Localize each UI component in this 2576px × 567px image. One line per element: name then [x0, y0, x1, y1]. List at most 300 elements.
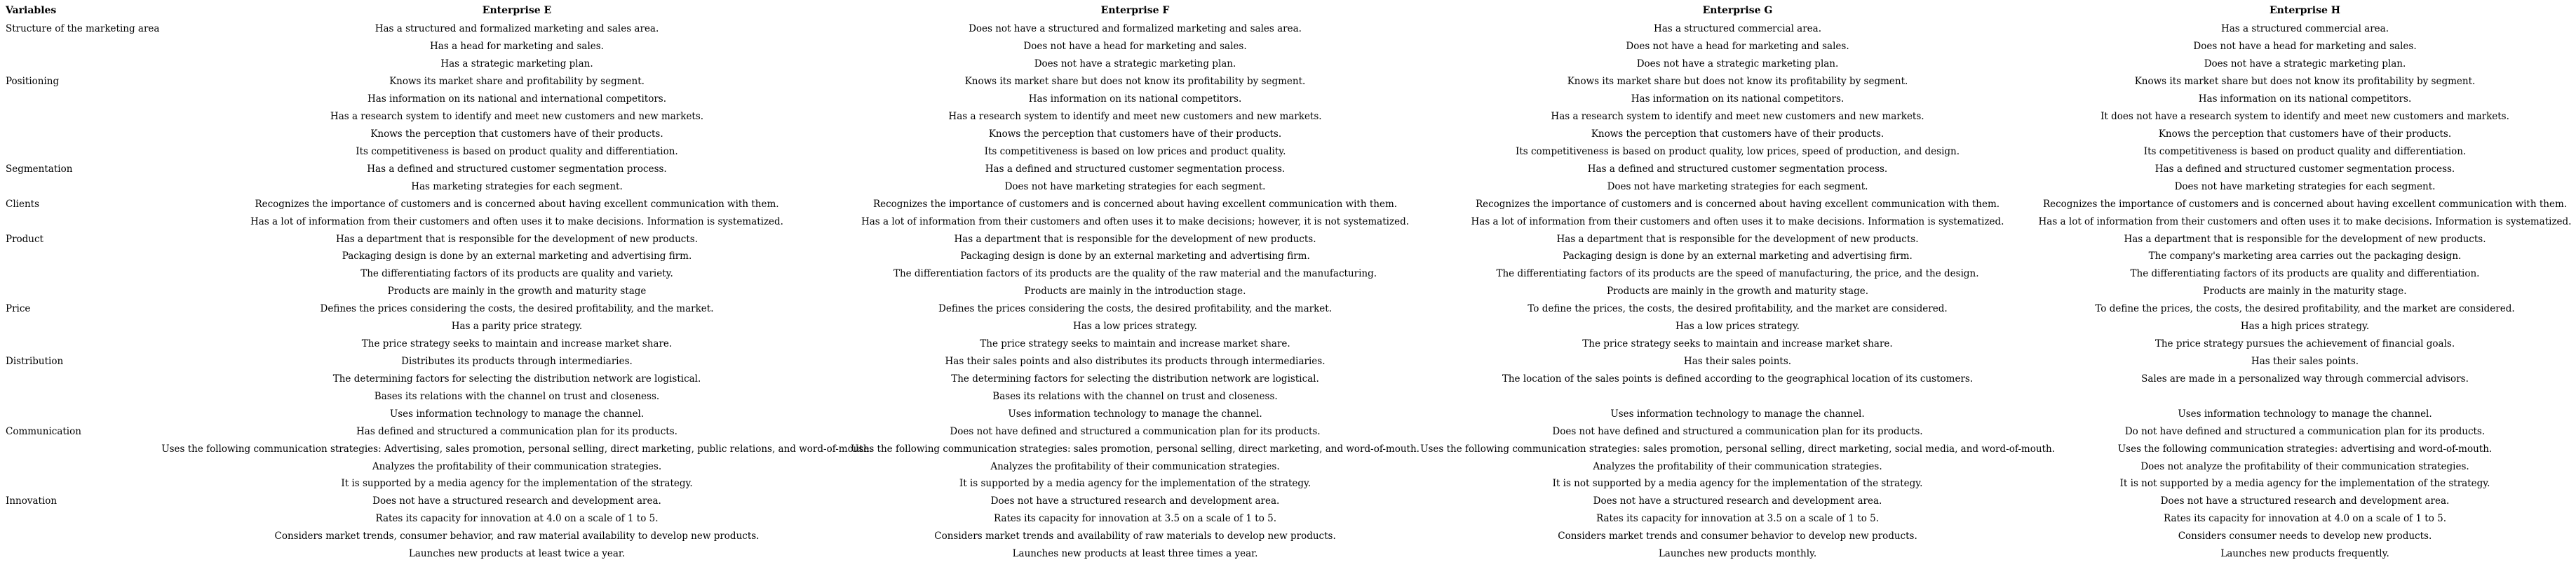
variable-label-cell	[0, 458, 205, 475]
enterprise-f-value-cell	[829, 126, 1441, 143]
enterprise-g-value-cell	[1441, 475, 2034, 493]
enterprise-e-value-cell	[205, 510, 829, 528]
enterprise-f-value: Packaging design is done by an external marketing and advertising firm.	[960, 251, 1310, 262]
header-row	[0, 0, 2576, 20]
enterprise-e-value: The price strategy seeks to maintain and increase market share.	[361, 338, 673, 350]
variable-label: Product	[6, 233, 43, 245]
enterprise-h-value: Does not have a strategic marketing plan.	[2204, 58, 2406, 70]
enterprise-h-value-cell	[2034, 510, 2576, 528]
enterprise-f-value-cell	[829, 370, 1441, 387]
enterprise-h-value-cell	[2034, 405, 2576, 422]
enterprise-h-value: Has a lot of information from their customers and often uses it to make decisions. Information is systematized.	[2038, 215, 2572, 227]
variable-label: Segmentation	[6, 163, 73, 175]
enterprise-e-value: Has a strategic marketing plan.	[440, 58, 593, 70]
enterprise-g-value-cell	[1441, 283, 2034, 300]
enterprise-f-value: Launches new products at least three times a year.	[1012, 548, 1258, 560]
table-row	[0, 370, 2576, 387]
enterprise-e-value-cell	[205, 528, 829, 545]
enterprise-g-value: The differentiating factors of its products are the speed of manufacturing, the price, and the design.	[1496, 268, 1979, 280]
enterprise-e-value-cell	[205, 178, 829, 195]
enterprise-f-value: Its competitiveness is based on low prices and product quality.	[984, 145, 1286, 157]
enterprise-e-value: Defines the prices considering the costs, the desired profitability, and the market.	[320, 303, 714, 315]
enterprise-h-value: The differentiating factors of its products are quality and differentiation.	[2130, 268, 2480, 280]
table-row	[0, 318, 2576, 335]
enterprise-h-value-cell	[2034, 265, 2576, 283]
enterprise-f-value: Knows the perception that customers have of their products.	[988, 128, 1282, 140]
enterprise-e-value-cell	[205, 422, 829, 440]
enterprise-g-value: Packaging design is done by an external marketing and advertising firm.	[1563, 251, 1913, 262]
table-row	[0, 440, 2576, 458]
table-header	[0, 0, 2576, 20]
enterprise-h-value-cell	[2034, 230, 2576, 248]
variable-label-cell	[0, 178, 205, 195]
enterprise-h-value-cell	[2034, 91, 2576, 108]
enterprise-g-value-cell	[1441, 528, 2034, 545]
enterprise-h-value: Knows the perception that customers have of their products.	[2158, 128, 2452, 140]
table-row	[0, 265, 2576, 283]
enterprise-e-value: It is supported by a media agency for the implementation of the strategy.	[341, 478, 693, 490]
enterprise-g-value-cell	[1441, 545, 2034, 563]
table-row	[0, 528, 2576, 545]
variable-label-cell	[0, 20, 205, 38]
enterprise-e-value-cell	[205, 55, 829, 73]
enterprise-h-value: Has a department that is responsible for the development of new products.	[2124, 233, 2486, 245]
variable-label-cell	[0, 387, 205, 405]
enterprise-g-value: The price strategy seeks to maintain and increase market share.	[1582, 338, 1893, 350]
enterprise-e-value: Has a lot of information from their customers and often uses it to make decisions. Information is systematized.	[250, 215, 783, 227]
enterprise-g-value-cell	[1441, 370, 2034, 387]
enterprise-f-value: Defines the prices considering the costs, the desired profitability, and the market.	[938, 303, 1332, 315]
enterprise-e-value-cell	[205, 195, 829, 213]
variable-label-cell	[0, 422, 205, 440]
enterprise-h-value-cell	[2034, 38, 2576, 55]
enterprise-f-value: Has a research system to identify and meet new customers and new markets.	[948, 111, 1322, 123]
table-row	[0, 353, 2576, 371]
variable-label-cell	[0, 510, 205, 528]
enterprise-f-value: Uses information technology to manage the channel.	[1008, 408, 1262, 420]
enterprise-f-value: Has a defined and structured customer segmentation process.	[985, 163, 1286, 175]
enterprise-f-value: Does not have a head for marketing and sales.	[1023, 41, 1247, 53]
enterprise-f-value: Considers market trends and availability of raw materials to develop new products.	[934, 531, 1336, 542]
table-row	[0, 213, 2576, 230]
enterprise-g-value: Does not have marketing strategies for each segment.	[1607, 180, 1868, 192]
enterprise-e-value-cell	[205, 493, 829, 510]
enterprise-h-value-cell	[2034, 213, 2576, 230]
enterprise-h-value: Recognizes the importance of customers and is concerned about having excellent communication with them.	[2042, 198, 2568, 210]
enterprise-f-value-cell	[829, 55, 1441, 73]
enterprise-f-value-cell	[829, 213, 1441, 230]
enterprise-g-value: Knows the perception that customers have of their products.	[1591, 128, 1884, 140]
table-row	[0, 195, 2576, 213]
enterprise-e-value: Has a research system to identify and meet new customers and new markets.	[330, 111, 704, 123]
table-row	[0, 493, 2576, 510]
enterprise-h-value-cell	[2034, 142, 2576, 160]
enterprise-f-value-cell	[829, 248, 1441, 265]
enterprise-e-value-cell	[205, 213, 829, 230]
enterprise-h-value: It is not supported by a media agency for the implementation of the strategy.	[2119, 478, 2490, 490]
enterprise-g-value-cell	[1441, 510, 2034, 528]
table-row	[0, 387, 2576, 405]
column-header-enterprise-h: Enterprise H	[2270, 4, 2340, 16]
table-row	[0, 142, 2576, 160]
enterprise-e-value: Considers market trends, consumer behavior, and raw material availability to develop new products.	[274, 531, 760, 542]
variable-label: Price	[6, 303, 31, 315]
column-header-enterprise-e: Enterprise E	[482, 4, 552, 16]
enterprise-f-value-cell	[829, 38, 1441, 55]
enterprise-g-value-cell	[1441, 387, 2034, 405]
enterprise-e-value: Rates its capacity for innovation at 4.0 on a scale of 1 to 5.	[375, 513, 659, 525]
variable-label-cell	[0, 370, 205, 387]
variable-label: Innovation	[6, 495, 58, 507]
variable-label-cell	[0, 230, 205, 248]
table-row	[0, 458, 2576, 475]
enterprise-f-value-cell	[829, 493, 1441, 510]
enterprise-g-value: Has a department that is responsible for the development of new products.	[1556, 233, 1919, 245]
enterprise-e-value: Has a structured and formalized marketing and sales area.	[375, 23, 659, 35]
enterprise-e-value-cell	[205, 387, 829, 405]
table-row	[0, 73, 2576, 91]
variable-label: Positioning	[6, 76, 60, 88]
column-header-enterprise-f: Enterprise F	[1100, 4, 1170, 16]
enterprise-f-value-cell	[829, 475, 1441, 493]
variable-label-cell	[0, 318, 205, 335]
enterprise-g-value: Launches new products monthly.	[1658, 548, 1817, 560]
variable-label-cell	[0, 91, 205, 108]
enterprise-h-value-cell	[2034, 387, 2576, 405]
enterprise-e-value: Has defined and structured a communication plan for its products.	[356, 425, 677, 437]
enterprise-g-value: Uses the following communication strategies: sales promotion, personal selling, direct marketing, social media, and word-of-mouth.	[1420, 443, 2055, 455]
enterprise-f-value-cell	[829, 160, 1441, 178]
enterprise-f-value: Recognizes the importance of customers and is concerned about having excellent communication with them.	[872, 198, 1398, 210]
enterprise-f-value: Has a department that is responsible for the development of new products.	[954, 233, 1316, 245]
enterprise-e-value: Has a parity price strategy.	[451, 321, 583, 333]
enterprise-e-value-cell	[205, 73, 829, 91]
enterprise-h-value-cell	[2034, 73, 2576, 91]
enterprise-e-value: Uses information technology to manage the channel.	[389, 408, 645, 420]
enterprise-h-value: Its competitiveness is based on product quality and differentiation.	[2143, 145, 2467, 157]
enterprise-f-value-cell	[829, 230, 1441, 248]
enterprise-f-value-cell	[829, 195, 1441, 213]
enterprise-g-value: Rates its capacity for innovation at 3.5 on a scale of 1 to 5.	[1596, 513, 1879, 525]
table-row	[0, 335, 2576, 353]
table-row	[0, 283, 2576, 300]
enterprise-g-value-cell	[1441, 55, 2034, 73]
enterprise-g-value-cell	[1441, 493, 2034, 510]
enterprise-f-value: Has information on its national competitors.	[1028, 93, 1242, 105]
enterprise-e-value-cell	[205, 545, 829, 563]
enterprise-e-value-cell	[205, 283, 829, 300]
enterprise-f-value-cell	[829, 335, 1441, 353]
enterprise-h-value: Has their sales points.	[2251, 355, 2359, 367]
variable-label-cell	[0, 545, 205, 563]
variable-label-cell	[0, 265, 205, 283]
enterprise-g-value: Does not have a head for marketing and sales.	[1626, 41, 1849, 53]
enterprise-g-value: It is not supported by a media agency for the implementation of the strategy.	[1552, 478, 1923, 490]
variable-label: Communication	[6, 425, 81, 437]
enterprise-h-value-cell	[2034, 353, 2576, 371]
column-header-enterprise-g: Enterprise G	[1702, 4, 1773, 16]
enterprise-f-value: Rates its capacity for innovation at 3.5 on a scale of 1 to 5.	[993, 513, 1276, 525]
enterprise-f-value: Knows its market share but does not know its profitability by segment.	[964, 76, 1306, 88]
enterprise-f-value: Does not have a structured and formalized marketing and sales area.	[969, 23, 1302, 35]
table-row	[0, 126, 2576, 143]
enterprise-g-value: Its competitiveness is based on product quality, low prices, speed of production, and design.	[1515, 145, 1960, 157]
table-row	[0, 545, 2576, 563]
enterprise-f-value-cell	[829, 545, 1441, 563]
table-row	[0, 405, 2576, 422]
table-row	[0, 55, 2576, 73]
enterprise-g-value-cell	[1441, 108, 2034, 126]
enterprise-f-value-cell	[829, 265, 1441, 283]
enterprise-h-value-cell	[2034, 300, 2576, 318]
enterprise-e-value: The determining factors for selecting the distribution network are logistical.	[332, 373, 701, 385]
enterprise-f-value-cell	[829, 300, 1441, 318]
enterprise-g-value-cell	[1441, 335, 2034, 353]
enterprise-f-value-cell	[829, 20, 1441, 38]
enterprise-g-value-cell	[1441, 126, 2034, 143]
enterprise-f-value-cell	[829, 318, 1441, 335]
enterprise-f-value: Does not have a strategic marketing plan.	[1034, 58, 1236, 70]
enterprise-f-value: Has their sales points and also distributes its products through intermediaries.	[945, 355, 1326, 367]
enterprise-e-value-cell	[205, 248, 829, 265]
variable-label-cell	[0, 126, 205, 143]
enterprise-e-value-cell	[205, 38, 829, 55]
enterprise-f-value-cell	[829, 283, 1441, 300]
enterprise-f-value-cell	[829, 405, 1441, 422]
enterprise-g-value: Does not have defined and structured a communication plan for its products.	[1552, 425, 1923, 437]
enterprise-h-value: Has a defined and structured customer segmentation process.	[2154, 163, 2455, 175]
enterprise-f-value: Bases its relations with the channel on trust and closeness.	[992, 390, 1278, 402]
enterprise-e-value-cell	[161, 440, 872, 458]
enterprise-e-value-cell	[205, 300, 829, 318]
enterprise-g-value-cell	[1441, 91, 2034, 108]
enterprise-f-value: Does not have a structured research and development area.	[990, 495, 1280, 507]
enterprise-e-value: Does not have a structured research and development area.	[372, 495, 661, 507]
enterprise-h-value-cell	[2034, 248, 2576, 265]
enterprise-h-value-cell	[2034, 335, 2576, 353]
enterprise-e-value-cell	[205, 405, 829, 422]
enterprise-e-value-cell	[205, 458, 829, 475]
enterprise-g-value: Has a research system to identify and meet new customers and new markets.	[1551, 111, 1924, 123]
enterprise-g-value: Has a low prices strategy.	[1675, 321, 1800, 333]
enterprise-e-value: Its competitiveness is based on product quality and differentiation.	[356, 145, 678, 157]
enterprise-e-value: Bases its relations with the channel on trust and closeness.	[374, 390, 660, 402]
variable-label-cell	[0, 300, 205, 318]
variable-label-cell	[0, 142, 205, 160]
enterprise-h-value-cell	[2034, 440, 2576, 458]
enterprise-f-value: It is supported by a media agency for the implementation of the strategy.	[959, 478, 1311, 490]
enterprise-g-value-cell	[1420, 440, 2055, 458]
enterprise-g-value: Uses information technology to manage the channel.	[1610, 408, 1865, 420]
enterprise-f-value: Uses the following communication strategies: sales promotion, personal selling, direct marketing, and word-of-mouth.	[851, 443, 1420, 455]
enterprise-h-value: The company's marketing area carries out the packaging design.	[2148, 251, 2462, 262]
variable-label-cell	[0, 55, 205, 73]
enterprise-h-value: Knows its market share but does not know its profitability by segment.	[2134, 76, 2476, 88]
enterprise-f-value-cell	[829, 458, 1441, 475]
variable-label: Structure of the marketing area	[6, 23, 160, 35]
enterprise-h-value: Considers consumer needs to develop new products.	[2178, 531, 2432, 542]
enterprise-f-value-cell	[829, 510, 1441, 528]
enterprise-e-value-cell	[205, 353, 829, 371]
enterprise-f-value: The price strategy seeks to maintain and increase market share.	[980, 338, 1290, 350]
enterprise-g-value-cell	[1441, 458, 2034, 475]
variable-label-cell	[0, 405, 205, 422]
column-header-variables: Variables	[6, 4, 57, 16]
table-row	[0, 422, 2576, 440]
enterprise-f-value: Does not have marketing strategies for each segment.	[1004, 180, 1266, 192]
enterprise-f-value: The differentiation factors of its products are the quality of the raw material and the manufacturing.	[893, 268, 1377, 280]
enterprise-e-value: The differentiating factors of its products are quality and variety.	[360, 268, 673, 280]
table-row	[0, 475, 2576, 493]
enterprise-h-value-cell	[2034, 160, 2576, 178]
enterprise-f-value: Has a lot of information from their customers and often uses it to make decisions; however, it is not systematized.	[861, 215, 1410, 227]
enterprise-h-value: Launches new products frequently.	[2220, 548, 2389, 560]
enterprise-g-value: Does not have a structured research and development area.	[1593, 495, 1882, 507]
enterprise-h-value: To define the prices, the costs, the desired profitability, and the market are considered.	[2095, 303, 2515, 315]
variable-label-cell	[0, 353, 205, 371]
enterprise-f-value-cell	[829, 422, 1441, 440]
enterprise-e-value-cell	[205, 108, 829, 126]
enterprise-h-value: The price strategy pursues the achievement of financial goals.	[2154, 338, 2455, 350]
enterprise-g-value-cell	[1441, 213, 2034, 230]
enterprise-g-value: Has a defined and structured customer segmentation process.	[1587, 163, 1888, 175]
table-row	[0, 91, 2576, 108]
enterprise-g-value-cell	[1441, 178, 2034, 195]
enterprise-g-value-cell	[1441, 195, 2034, 213]
enterprise-h-value-cell	[2034, 20, 2576, 38]
enterprise-h-value-cell	[2034, 126, 2576, 143]
enterprise-h-value: Uses the following communication strategies: advertising and word-of-mouth.	[2117, 443, 2493, 455]
table-row	[0, 108, 2576, 126]
enterprise-e-value-cell	[205, 335, 829, 353]
enterprise-f-value-cell	[829, 108, 1441, 126]
enterprise-f-value: Products are mainly in the introduction stage.	[1024, 286, 1246, 298]
enterprise-h-value-cell	[2034, 283, 2576, 300]
enterprise-h-value: Does not have a head for marketing and sales.	[2193, 41, 2417, 53]
enterprise-g-value: Recognizes the importance of customers and is concerned about having excellent communication with them.	[1475, 198, 2000, 210]
variable-label-cell	[0, 213, 205, 230]
table-row	[0, 178, 2576, 195]
enterprise-h-value-cell	[2034, 178, 2576, 195]
table-row	[0, 510, 2576, 528]
enterprise-g-value-cell	[1441, 160, 2034, 178]
enterprise-g-value-cell	[1441, 20, 2034, 38]
enterprise-e-value: Distributes its products through intermediaries.	[401, 355, 633, 367]
enterprise-e-value: Has a defined and structured customer segmentation process.	[367, 163, 667, 175]
table-row	[0, 20, 2576, 38]
enterprise-e-value: Has a department that is responsible for the development of new products.	[335, 233, 699, 245]
enterprise-f-value-cell	[829, 73, 1441, 91]
enterprise-e-value-cell	[205, 91, 829, 108]
enterprise-g-value-cell	[1441, 422, 2034, 440]
enterprise-h-value: Products are mainly in the maturity stage.	[2203, 286, 2407, 298]
enterprise-g-value-cell	[1441, 38, 2034, 55]
enterprise-h-value: Has a structured commercial area.	[2220, 23, 2389, 35]
enterprise-h-value: Do not have defined and structured a communication plan for its products.	[2124, 425, 2486, 437]
variable-label-cell	[0, 38, 205, 55]
enterprise-h-value-cell	[2034, 318, 2576, 335]
enterprise-g-value-cell	[1441, 230, 2034, 248]
enterprise-f-value: Analyzes the profitability of their communication strategies.	[990, 460, 1280, 472]
enterprise-g-value: To define the prices, the costs, the desired profitability, and the market are considered.	[1528, 303, 1948, 315]
variable-label-cell	[0, 335, 205, 353]
variable-label: Clients	[6, 198, 40, 210]
enterprise-g-value-cell	[1441, 73, 2034, 91]
enterprise-e-value: Launches new products at least twice a year.	[408, 548, 626, 560]
enterprise-e-value: Recognizes the importance of customers and is concerned about having excellent communication with them.	[255, 198, 779, 210]
enterprise-h-value: It does not have a research system to identify and meet new customers and markets.	[2100, 111, 2509, 123]
enterprise-e-value: Packaging design is done by an external marketing and advertising firm.	[342, 251, 692, 262]
enterprise-e-value-cell	[205, 142, 829, 160]
enterprise-h-value-cell	[2034, 475, 2576, 493]
enterprise-e-value: Uses the following communication strategies: Advertising, sales promotion, personal selling, direct marketing, public relations, and word-of-mouth.	[161, 443, 872, 455]
enterprise-g-value: The location of the sales points is defined according to the geographical location of its customers.	[1502, 373, 1974, 385]
enterprise-g-value-cell	[1441, 405, 2034, 422]
enterprise-h-value-cell	[2034, 55, 2576, 73]
enterprise-g-value: Products are mainly in the growth and maturity stage.	[1606, 286, 1869, 298]
enterprise-f-value: The determining factors for selecting the distribution network are logistical.	[951, 373, 1319, 385]
enterprise-e-value: Analyzes the profitability of their communication strategies.	[372, 460, 662, 472]
variable-label-cell	[0, 248, 205, 265]
enterprise-h-value-cell	[2034, 195, 2576, 213]
enterprise-h-value: Does not have a structured research and development area.	[2160, 495, 2450, 507]
enterprise-e-value-cell	[205, 20, 829, 38]
enterprise-e-value: Has a head for marketing and sales.	[430, 41, 604, 53]
enterprise-g-value: Considers market trends and consumer behavior to develop new products.	[1558, 531, 1917, 542]
enterprise-e-value-cell	[205, 230, 829, 248]
enterprise-h-value: Does not analyze the profitability of their communication strategies.	[2140, 460, 2469, 472]
enterprise-h-value: Uses information technology to manage the channel.	[2178, 408, 2432, 420]
table-row	[0, 160, 2576, 178]
enterprise-g-value-cell	[1441, 248, 2034, 265]
enterprise-f-value-cell	[829, 440, 1441, 458]
enterprise-g-value-cell	[1441, 353, 2034, 371]
variable-label-cell	[0, 73, 205, 91]
enterprise-h-value-cell	[2034, 528, 2576, 545]
enterprise-g-value-cell	[1441, 300, 2034, 318]
enterprise-f-value-cell	[829, 353, 1441, 371]
enterprise-f-value: Does not have defined and structured a communication plan for its products.	[950, 425, 1321, 437]
enterprise-e-value-cell	[205, 126, 829, 143]
variable-label-cell	[0, 528, 205, 545]
enterprise-f-value-cell	[829, 387, 1441, 405]
enterprise-f-value: Has a low prices strategy.	[1073, 321, 1197, 333]
enterprise-h-value: Has information on its national competitors.	[2198, 93, 2412, 105]
enterprise-f-value-cell	[829, 528, 1441, 545]
enterprise-h-value-cell	[2034, 545, 2576, 563]
variable-label-cell	[0, 195, 205, 213]
enterprise-g-value-cell	[1441, 142, 2034, 160]
enterprise-e-value-cell	[205, 318, 829, 335]
table-body	[0, 20, 2576, 563]
enterprise-h-value: Sales are made in a personalized way through commercial advisors.	[2141, 373, 2469, 385]
enterprise-g-value-cell	[1441, 265, 2034, 283]
enterprise-h-value-cell	[2034, 422, 2576, 440]
enterprise-f-value-cell	[829, 142, 1441, 160]
enterprise-e-value: Knows its market share and profitability by segment.	[389, 76, 645, 88]
enterprise-e-value-cell	[205, 160, 829, 178]
enterprise-g-value-cell	[1441, 318, 2034, 335]
enterprise-f-value-cell	[829, 91, 1441, 108]
enterprise-e-value-cell	[205, 265, 829, 283]
enterprise-e-value: Products are mainly in the growth and maturity stage	[387, 286, 647, 298]
variable-label-cell	[0, 493, 205, 510]
variable-label-cell	[0, 475, 205, 493]
table-row	[0, 230, 2576, 248]
enterprise-e-value: Has information on its national and international competitors.	[367, 93, 666, 105]
enterprise-g-value: Does not have a strategic marketing plan.	[1636, 58, 1839, 70]
variable-label-cell	[0, 283, 205, 300]
